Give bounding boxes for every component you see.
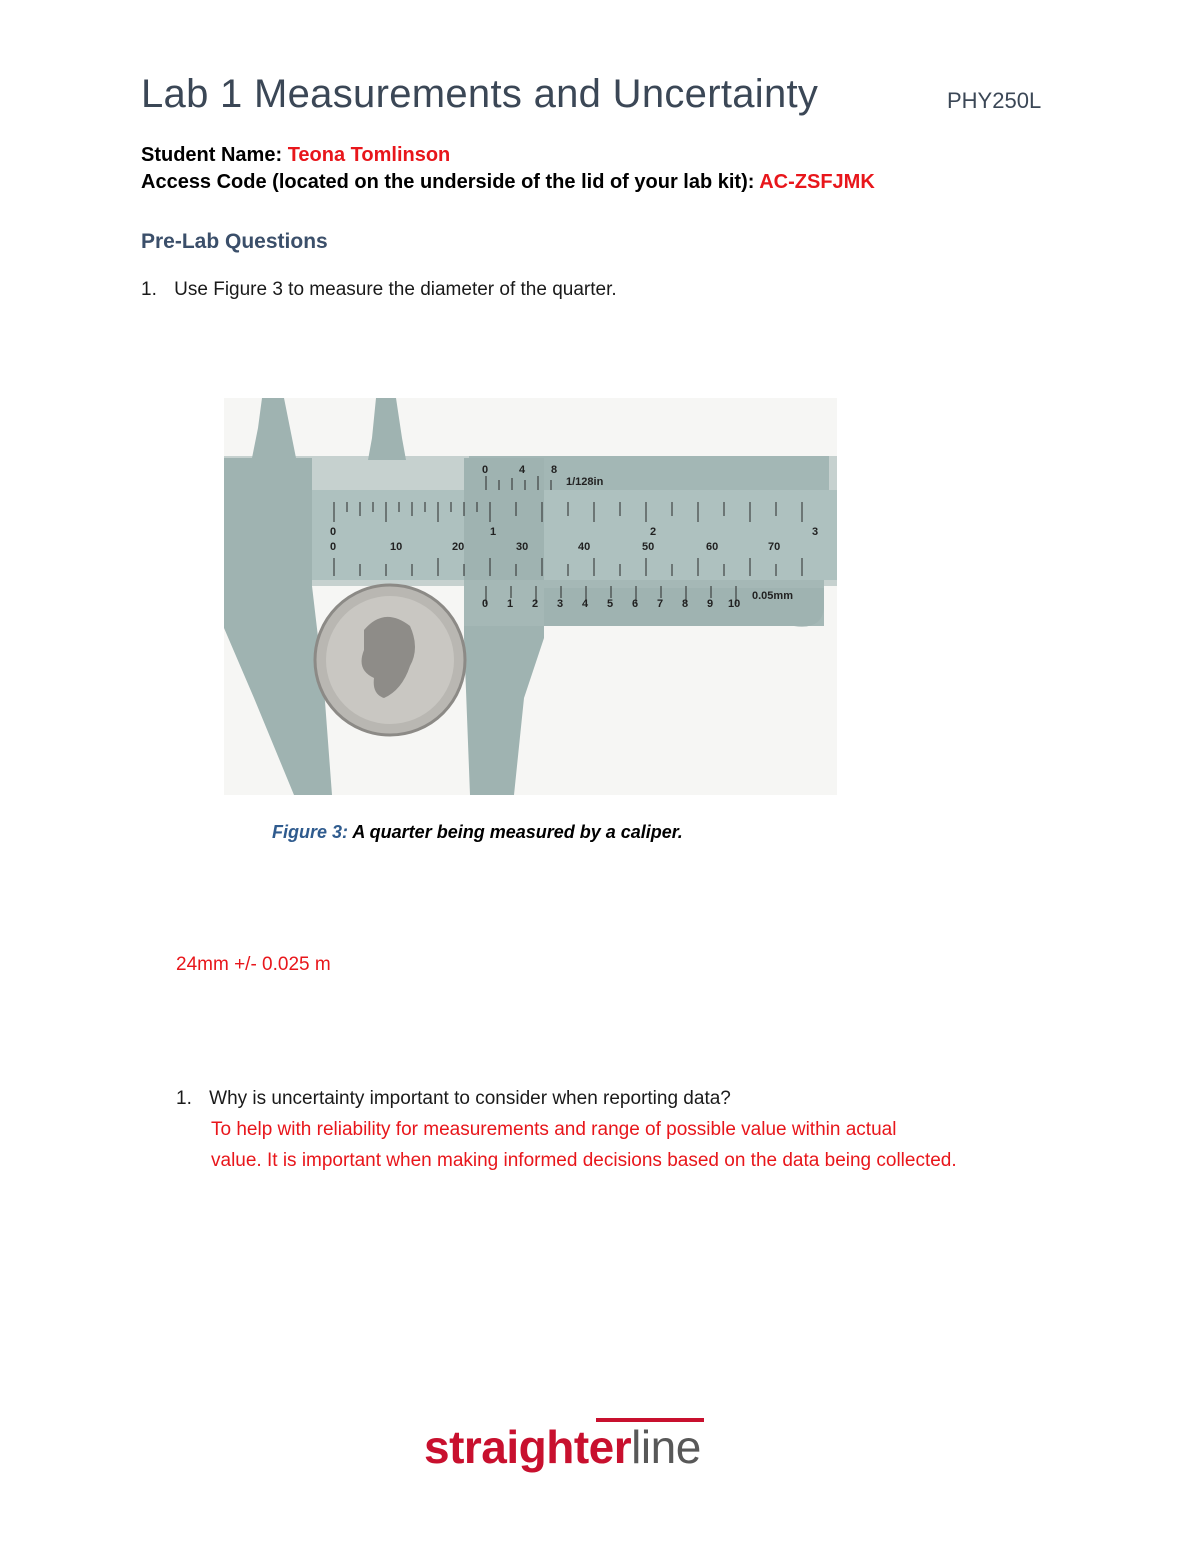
caliper-figure: [224, 398, 837, 795]
logo-text-part2: line: [631, 1421, 701, 1473]
vernier-0: 0: [482, 598, 489, 610]
figure-caption-text: A quarter being measured by a caliper.: [348, 822, 683, 842]
scale-mm-10: 10: [390, 541, 403, 553]
vernier-8: 8: [682, 598, 689, 610]
scale-mm-20: 20: [452, 541, 465, 553]
scale-mm-50: 50: [642, 541, 655, 553]
scale-top-label: 1/128in: [566, 476, 604, 488]
scale-mm-60: 60: [706, 541, 719, 553]
scale-inch-2: 2: [650, 526, 657, 538]
document-title: Lab 1 Measurements and Uncertainty: [141, 72, 819, 116]
answer-2-line-2: value. It is important when making informed decisions based on the data being collected.: [211, 1150, 957, 1171]
figure-caption-label: Figure 3:: [272, 822, 349, 842]
scale-inch-1: 1: [490, 526, 497, 538]
student-name-line: [141, 144, 450, 167]
vernier-4: 4: [582, 598, 589, 610]
scale-inch-3: 3: [812, 526, 819, 538]
answer-1: 24mm +/- 0.025 m: [176, 954, 331, 975]
question-1-text: Use Figure 3 to measure the diameter of the quarter.: [174, 279, 617, 300]
question-1-number: 1.: [141, 279, 157, 300]
vernier-7: 7: [657, 598, 664, 610]
student-name-value: Teona Tomlinson: [287, 144, 451, 166]
student-name-label: Student Name:: [141, 144, 288, 166]
scale-top-number-8: 8: [551, 464, 558, 476]
vernier-10: 10: [728, 598, 741, 610]
caliper-photo: [224, 398, 837, 795]
straighterline-logo: [424, 1420, 701, 1474]
question-2-number: 1.: [176, 1088, 192, 1109]
section-title: Pre-Lab Questions: [141, 230, 328, 253]
vernier-6: 6: [632, 598, 639, 610]
access-code-line: [141, 171, 875, 194]
question-1: [141, 279, 617, 301]
scale-top-number-4: 4: [519, 464, 526, 476]
access-code-value: AC-ZSFJMK: [759, 171, 875, 193]
logo-text-part1: straighter: [424, 1421, 632, 1473]
scale-inch-0: 0: [330, 526, 337, 538]
vernier-3: 3: [557, 598, 564, 610]
scale-mm-0: 0: [330, 541, 337, 553]
scale-mm-70: 70: [768, 541, 781, 553]
access-code-label: Access Code (located on the underside of the lid of your lab kit):: [141, 171, 760, 193]
scale-mm-40: 40: [578, 541, 591, 553]
scale-mm-30: 30: [516, 541, 529, 553]
vernier-1: 1: [507, 598, 514, 610]
question-2: [176, 1088, 731, 1110]
question-2-text: Why is uncertainty important to consider when reporting data?: [209, 1088, 731, 1109]
course-code: PHY250L: [947, 88, 1042, 113]
vernier-2: 2: [532, 598, 539, 610]
vernier-label: 0.05mm: [752, 590, 793, 602]
figure-caption: [272, 822, 683, 843]
scale-top-number-0: 0: [482, 464, 489, 476]
vernier-9: 9: [707, 598, 714, 610]
answer-2-line-1: To help with reliability for measurements and range of possible value within actual: [211, 1119, 897, 1140]
vernier-5: 5: [607, 598, 614, 610]
